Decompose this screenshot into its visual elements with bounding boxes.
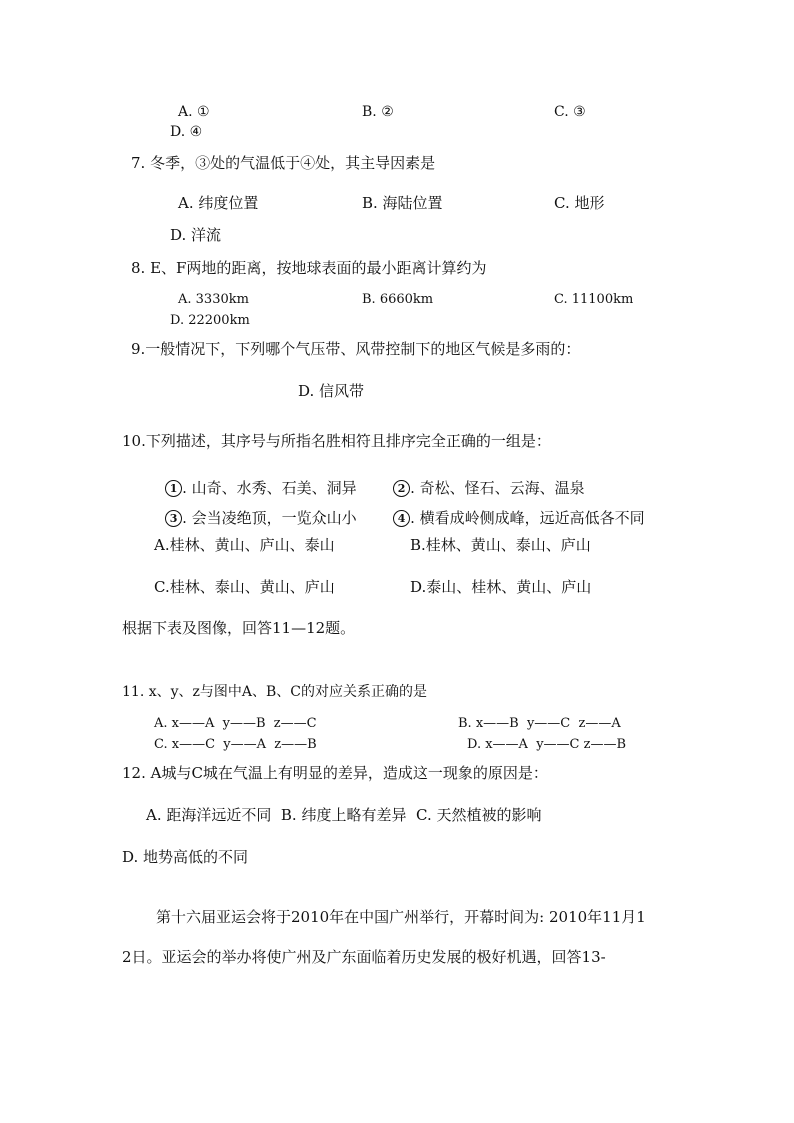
- q11-option-b: B. x——B y——C z——A: [458, 716, 621, 731]
- q10-item-3: 3 . 会当凌绝顶，一览众山小: [146, 495, 357, 542]
- intro-11-12: 根据下表及图像，回答11—12题。: [122, 619, 356, 637]
- q10-option-b: B.桂林、黄山、泰山、庐山: [410, 536, 591, 554]
- q6-option-d: D. ④: [170, 124, 203, 140]
- q8-option-d: D. 22200km: [170, 313, 250, 328]
- q12-option-d: D. 地势高低的不同: [122, 848, 249, 866]
- circled-number-1: 1: [165, 480, 182, 497]
- q6-option-a: A. ①: [178, 104, 210, 120]
- q6-option-c: C. ③: [554, 104, 586, 120]
- q7-option-c: C. 地形: [554, 194, 605, 212]
- q11-stem: 11. x、y、z与图中A、B、C的对应关系正确的是: [122, 684, 428, 700]
- passage-line-2: 2日。亚运会的举办将使广州及广东面临着历史发展的极好机遇，回答13-: [122, 948, 606, 966]
- q11-option-a: A. x——A y——B z——C: [154, 716, 317, 731]
- q10-item-4: 4 . 横看成岭侧成峰，远近高低各不同: [374, 495, 645, 542]
- circled-number-3: 3: [165, 510, 182, 527]
- q6-option-b: B. ②: [362, 104, 394, 120]
- q12-stem: 12. A城与C城在气温上有明显的差异，造成这一现象的原因是：: [122, 764, 548, 782]
- circled-number-4: 4: [393, 510, 410, 527]
- q7-option-b: B. 海陆位置: [362, 194, 443, 212]
- q11-option-c: C. x——C y——A z——B: [154, 737, 317, 752]
- q9-option-d: D. 信风带: [298, 382, 365, 400]
- q10-item-2: 2 . 奇松、怪石、云海、温泉: [374, 465, 585, 512]
- q9-stem: 9.一般情况下，下列哪个气压带、风带控制下的地区气候是多雨的：: [131, 340, 581, 358]
- q8-option-c: C. 11100km: [554, 292, 634, 307]
- q8-stem: 8. E、F两地的距离，按地球表面的最小距离计算约为: [131, 259, 487, 277]
- q7-stem: 7. 冬季，③处的气温低于④处，其主导因素是: [131, 154, 436, 172]
- q7-option-a: A. 纬度位置: [178, 194, 259, 212]
- passage-line-1: 第十六届亚运会将于2010年在中国广州举行，开幕时间为: 2010年11月1: [156, 908, 646, 926]
- q7-option-d: D. 洋流: [170, 226, 222, 244]
- q10-stem: 10.下列描述，其序号与所指名胜相符且排序完全正确的一组是：: [122, 432, 551, 450]
- q8-option-b: B. 6660km: [362, 292, 434, 307]
- q10-option-c: C.桂林、泰山、黄山、庐山: [154, 578, 335, 596]
- q10-item-1: 1 . 山奇、水秀、石美、洞异: [146, 465, 357, 512]
- q8-option-a: A. 3330km: [178, 292, 249, 307]
- circled-number-2: 2: [393, 480, 410, 497]
- q11-option-d: D. x——A y——C z——B: [467, 737, 627, 752]
- q10-option-d: D.泰山、桂林、黄山、庐山: [410, 578, 592, 596]
- q10-option-a: A.桂林、黄山、庐山、泰山: [154, 536, 335, 554]
- q12-options-abc: A. 距海洋远近不同 B. 纬度上略有差异 C. 天然植被的影响: [146, 806, 542, 824]
